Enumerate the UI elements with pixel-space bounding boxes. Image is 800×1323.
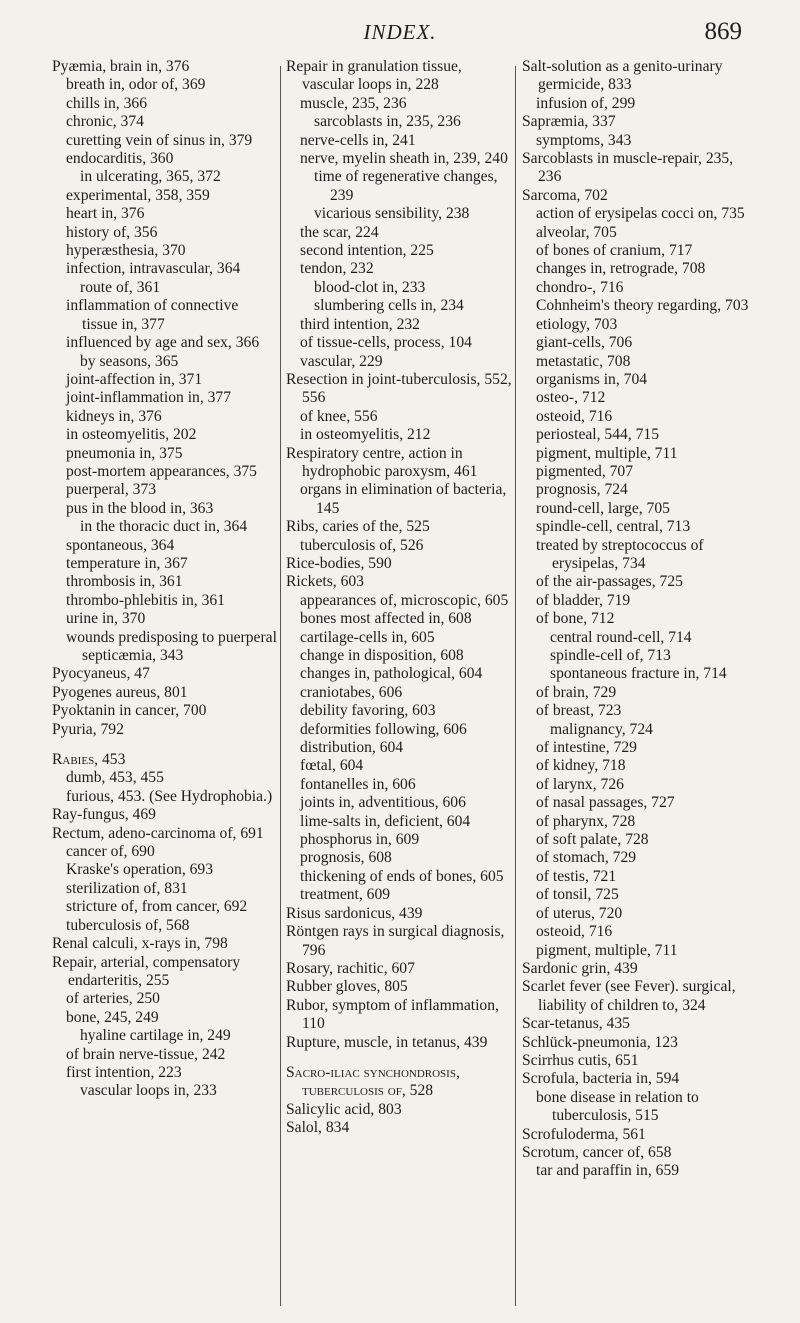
index-entry: vicarious sensibility, 238: [314, 205, 470, 223]
index-entry: of pharynx, 728: [536, 812, 636, 830]
index-entry: Renal calculi, x-rays in, 798: [52, 935, 228, 953]
index-entry: pigment, multiple, 711: [536, 941, 678, 959]
index-entry: chronic, 374: [66, 113, 144, 131]
index-entry: tuberculosis of, 568: [66, 916, 190, 934]
index-entry: tar and paraffin in, 659: [536, 1162, 680, 1180]
index-entry: inflammation of connective tissue in, 377: [66, 297, 239, 333]
index-entry: wounds predisposing to puerperal septicæmia, 343: [66, 628, 277, 664]
index-entry: Rubber gloves, 805: [286, 978, 408, 996]
index-entry: of uterus, 720: [536, 904, 623, 922]
index-entry: Rubor, symptom of inflammation, 110: [286, 996, 499, 1033]
index-columns: [0, 58, 800, 1308]
index-entry: Salol, 834: [286, 1119, 350, 1137]
index-entry: of intestine, 729: [536, 739, 637, 757]
index-entry: Scrofula, bacteria in, 594: [522, 1070, 680, 1088]
index-entry: Scar-tetanus, 435: [522, 1015, 630, 1033]
index-entry: Scarlet fever (see Fever). surgical, liability of children to, 324: [522, 978, 736, 1014]
index-entry: Pyuria, 792: [52, 720, 124, 738]
index-entry: Rupture, muscle, in tetanus, 439: [286, 1033, 488, 1051]
index-column-3: [522, 58, 752, 1181]
index-entry: etiology, 703: [536, 315, 618, 333]
index-entry: Rosary, rachitic, 607: [286, 959, 415, 977]
index-entry: pneumonia in, 375: [66, 444, 183, 462]
index-entry: bone, 245, 249: [66, 1008, 159, 1026]
index-entry: fœtal, 604: [300, 757, 364, 775]
index-entry: nerve, myelin sheath in, 239, 240: [300, 150, 508, 168]
index-entry: bones most affected in, 608: [300, 610, 472, 628]
index-entry: of nasal passages, 727: [536, 794, 675, 812]
index-entry: Scirrhus cutis, 651: [522, 1051, 639, 1069]
index-entry: treatment, 609: [300, 886, 391, 904]
index-entry: by seasons, 365: [80, 352, 179, 370]
index-entry: Schlück-pneumonia, 123: [522, 1033, 678, 1051]
page-number: 869: [704, 18, 742, 45]
index-entry: tuberculosis of, 526: [300, 536, 424, 554]
index-entry: blood-clot in, 233: [314, 278, 426, 296]
index-entry: of tonsil, 725: [536, 886, 619, 904]
index-entry: sterilization of, 831: [66, 879, 188, 897]
index-entry: fontanelles in, 606: [300, 775, 416, 793]
index-entry: symptoms, 343: [536, 131, 632, 149]
index-entry: Salicylic acid, 803: [286, 1100, 402, 1118]
index-entry: of stomach, 729: [536, 849, 637, 867]
index-entry: organs in elimination of bacteria, 145: [300, 481, 507, 517]
index-column-2: [286, 58, 512, 1138]
index-entry: Kraske's operation, 693: [66, 861, 214, 879]
index-entry: of kidney, 718: [536, 757, 626, 775]
index-entry: bone disease in relation to tuberculosis, 515: [536, 1088, 699, 1125]
index-entry: Sarcoma, 702: [522, 186, 608, 204]
index-entry: of brain, 729: [536, 683, 617, 701]
index-entry: joints in, adventitious, 606: [300, 794, 466, 812]
index-entry: Rabies, 453: [52, 751, 126, 769]
index-entry: endocarditis, 360: [66, 150, 174, 168]
index-entry: spontaneous fracture in, 714: [550, 665, 727, 683]
index-entry: Rickets, 603: [286, 573, 364, 591]
index-entry: experimental, 358, 359: [66, 186, 210, 204]
index-entry: slumbering cells in, 234: [314, 297, 464, 315]
index-entry: Sacro-iliac synchondrosis, tuberculosis of, 528: [286, 1063, 460, 1100]
index-entry: of testis, 721: [536, 867, 617, 885]
index-entry: time of regenerative changes, 239: [314, 168, 498, 204]
page-header: [0, 14, 800, 54]
index-entry: of bone, 712: [536, 610, 615, 628]
index-column-1: [52, 58, 277, 1101]
index-entry: tendon, 232: [300, 260, 374, 278]
index-entry: hyperæsthesia, 370: [66, 242, 186, 260]
index-entry: phosphorus in, 609: [300, 831, 420, 849]
index-entry: puerperal, 373: [66, 481, 157, 499]
index-entry: stricture of, from cancer, 692: [66, 898, 248, 916]
index-entry: in the thoracic duct in, 364: [80, 518, 248, 536]
index-entry: periosteal, 544, 715: [536, 426, 659, 444]
index-entry: sarcoblasts in, 235, 236: [314, 113, 461, 131]
index-entry: curetting vein of sinus in, 379: [66, 131, 253, 149]
index-entry: Repair, arterial, compensatory endarteritis, 255: [52, 953, 241, 989]
index-entry: Pyoktanin in cancer, 700: [52, 702, 207, 720]
index-entry: Sardonic grin, 439: [522, 959, 638, 977]
index-entry: metastatic, 708: [536, 352, 631, 370]
index-entry: cancer of, 690: [66, 843, 155, 861]
index-entry: osteoid, 716: [536, 407, 613, 425]
index-entry: prognosis, 608: [300, 849, 392, 867]
index-entry: thrombo-phlebitis in, 361: [66, 591, 225, 609]
index-entry: the scar, 224: [300, 223, 379, 241]
index-entry: vascular loops in, 233: [80, 1082, 217, 1100]
index-entry: treated by streptococcus of erysipelas, 734: [536, 536, 704, 572]
index-entry: furious, 453. (See Hydrophobia.): [66, 787, 273, 805]
index-entry: influenced by age and sex, 366: [66, 334, 260, 352]
index-entry: Rectum, adeno-carcinoma of, 691: [52, 824, 264, 842]
index-entry: chondro-, 716: [536, 278, 624, 296]
index-entry: of larynx, 726: [536, 775, 624, 793]
index-entry: breath in, odor of, 369: [66, 76, 206, 94]
index-entry: Sapræmia, 337: [522, 113, 616, 131]
index-entry: history of, 356: [66, 223, 158, 241]
index-entry: thickening of ends of bones, 605: [300, 867, 504, 885]
index-entry: changes in, pathological, 604: [300, 665, 483, 683]
index-entry: Pyogenes aureus, 801: [52, 683, 188, 701]
index-entry: of the air-passages, 725: [536, 573, 683, 591]
index-entry: in osteomyelitis, 212: [300, 426, 431, 444]
index-entry: alveolar, 705: [536, 223, 617, 241]
index-entry: thrombosis in, 361: [66, 573, 183, 591]
index-entry: pigmented, 707: [536, 462, 634, 480]
index-entry: appearances of, microscopic, 605: [300, 591, 509, 609]
index-entry: first intention, 223: [66, 1063, 182, 1081]
index-entry: in osteomyelitis, 202: [66, 426, 197, 444]
index-entry: Ray-fungus, 469: [52, 806, 156, 824]
index-entry: Cohnheim's theory regarding, 703: [536, 297, 749, 315]
index-entry: action of erysipelas cocci on, 735: [536, 205, 745, 223]
index-entry: hyaline cartilage in, 249: [80, 1027, 231, 1045]
index-entry: Röntgen rays in surgical diagnosis, 796: [286, 923, 505, 959]
index-entry: third intention, 232: [300, 315, 420, 333]
index-entry: Repair in granulation tissue, vascular loops in, 228: [286, 58, 462, 94]
index-entry: muscle, 235, 236: [300, 94, 407, 112]
index-entry: lime-salts in, deficient, 604: [300, 812, 471, 830]
index-entry: spindle-cell, central, 713: [536, 518, 691, 536]
index-entry: osteo-, 712: [536, 389, 606, 407]
index-entry: Pyocyaneus, 47: [52, 665, 150, 683]
index-entry: of breast, 723: [536, 702, 622, 720]
index-entry: joint-affection in, 371: [66, 370, 203, 388]
index-entry: deformities following, 606: [300, 720, 467, 738]
index-entry: Risus sardonicus, 439: [286, 904, 423, 922]
index-entry: spindle-cell of, 713: [550, 647, 671, 664]
index-entry: giant-cells, 706: [536, 334, 633, 352]
index-entry: round-cell, large, 705: [536, 499, 670, 517]
index-entry: of arteries, 250: [66, 990, 160, 1008]
index-entry: heart in, 376: [66, 205, 145, 223]
index-entry: Respiratory centre, action in hydrophobic paroxysm, 461: [286, 444, 478, 480]
index-entry: nerve-cells in, 241: [300, 131, 416, 149]
index-entry: joint-inflammation in, 377: [66, 389, 232, 407]
index-entry: chills in, 366: [66, 94, 147, 112]
index-entry: kidneys in, 376: [66, 407, 162, 425]
index-entry: of tissue-cells, process, 104: [300, 334, 472, 352]
index-entry: dumb, 453, 455: [66, 769, 164, 787]
index-entry: organisms in, 704: [536, 370, 648, 388]
index-entry: prognosis, 724: [536, 481, 628, 499]
index-entry: craniotabes, 606: [300, 683, 403, 701]
index-entry: in ulcerating, 365, 372: [80, 168, 221, 186]
index-entry: malignancy, 724: [550, 720, 653, 738]
running-title: INDEX.: [363, 20, 437, 44]
index-entry: route of, 361: [80, 278, 161, 296]
index-entry: Scrotum, cancer of, 658: [522, 1143, 672, 1161]
index-entry: distribution, 604: [300, 739, 404, 757]
index-entry: spontaneous, 364: [66, 536, 175, 554]
index-entry: of brain nerve-tissue, 242: [66, 1045, 226, 1063]
index-entry: of knee, 556: [300, 407, 378, 425]
index-entry: post-mortem appearances, 375: [66, 462, 257, 480]
index-entry: pigment, multiple, 711: [536, 444, 678, 462]
index-entry: vascular, 229: [300, 352, 383, 370]
index-entry: infection, intravascular, 364: [66, 260, 241, 278]
index-entry: urine in, 370: [66, 610, 146, 628]
index-entry: central round-cell, 714: [550, 628, 692, 646]
index-entry: Scrofuloderma, 561: [522, 1125, 646, 1143]
index-entry: change in disposition, 608: [300, 647, 464, 664]
index-entry: Resection in joint-tuberculosis, 552, 556: [286, 370, 512, 407]
index-entry: infusion of, 299: [536, 94, 636, 112]
index-entry: cartilage-cells in, 605: [300, 628, 435, 646]
index-entry: second intention, 225: [300, 242, 434, 260]
index-entry: pus in the blood in, 363: [66, 499, 214, 517]
index-entry: of soft palate, 728: [536, 831, 649, 849]
index-entry: changes in, retrograde, 708: [536, 260, 706, 278]
index-entry: Sarcoblasts in muscle-repair, 235, 236: [522, 150, 734, 186]
index-entry: of bladder, 719: [536, 591, 631, 609]
index-entry: of bones of cranium, 717: [536, 242, 693, 260]
index-entry: osteoid, 716: [536, 923, 613, 941]
index-entry: Salt-solution as a genito-urinary germicide, 833: [522, 58, 723, 94]
index-entry: Ribs, caries of the, 525: [286, 518, 430, 536]
index-entry: debility favoring, 603: [300, 702, 436, 720]
index-entry: Rice-bodies, 590: [286, 554, 392, 572]
index-entry: Pyæmia, brain in, 376: [52, 58, 190, 75]
index-entry: temperature in, 367: [66, 554, 188, 572]
